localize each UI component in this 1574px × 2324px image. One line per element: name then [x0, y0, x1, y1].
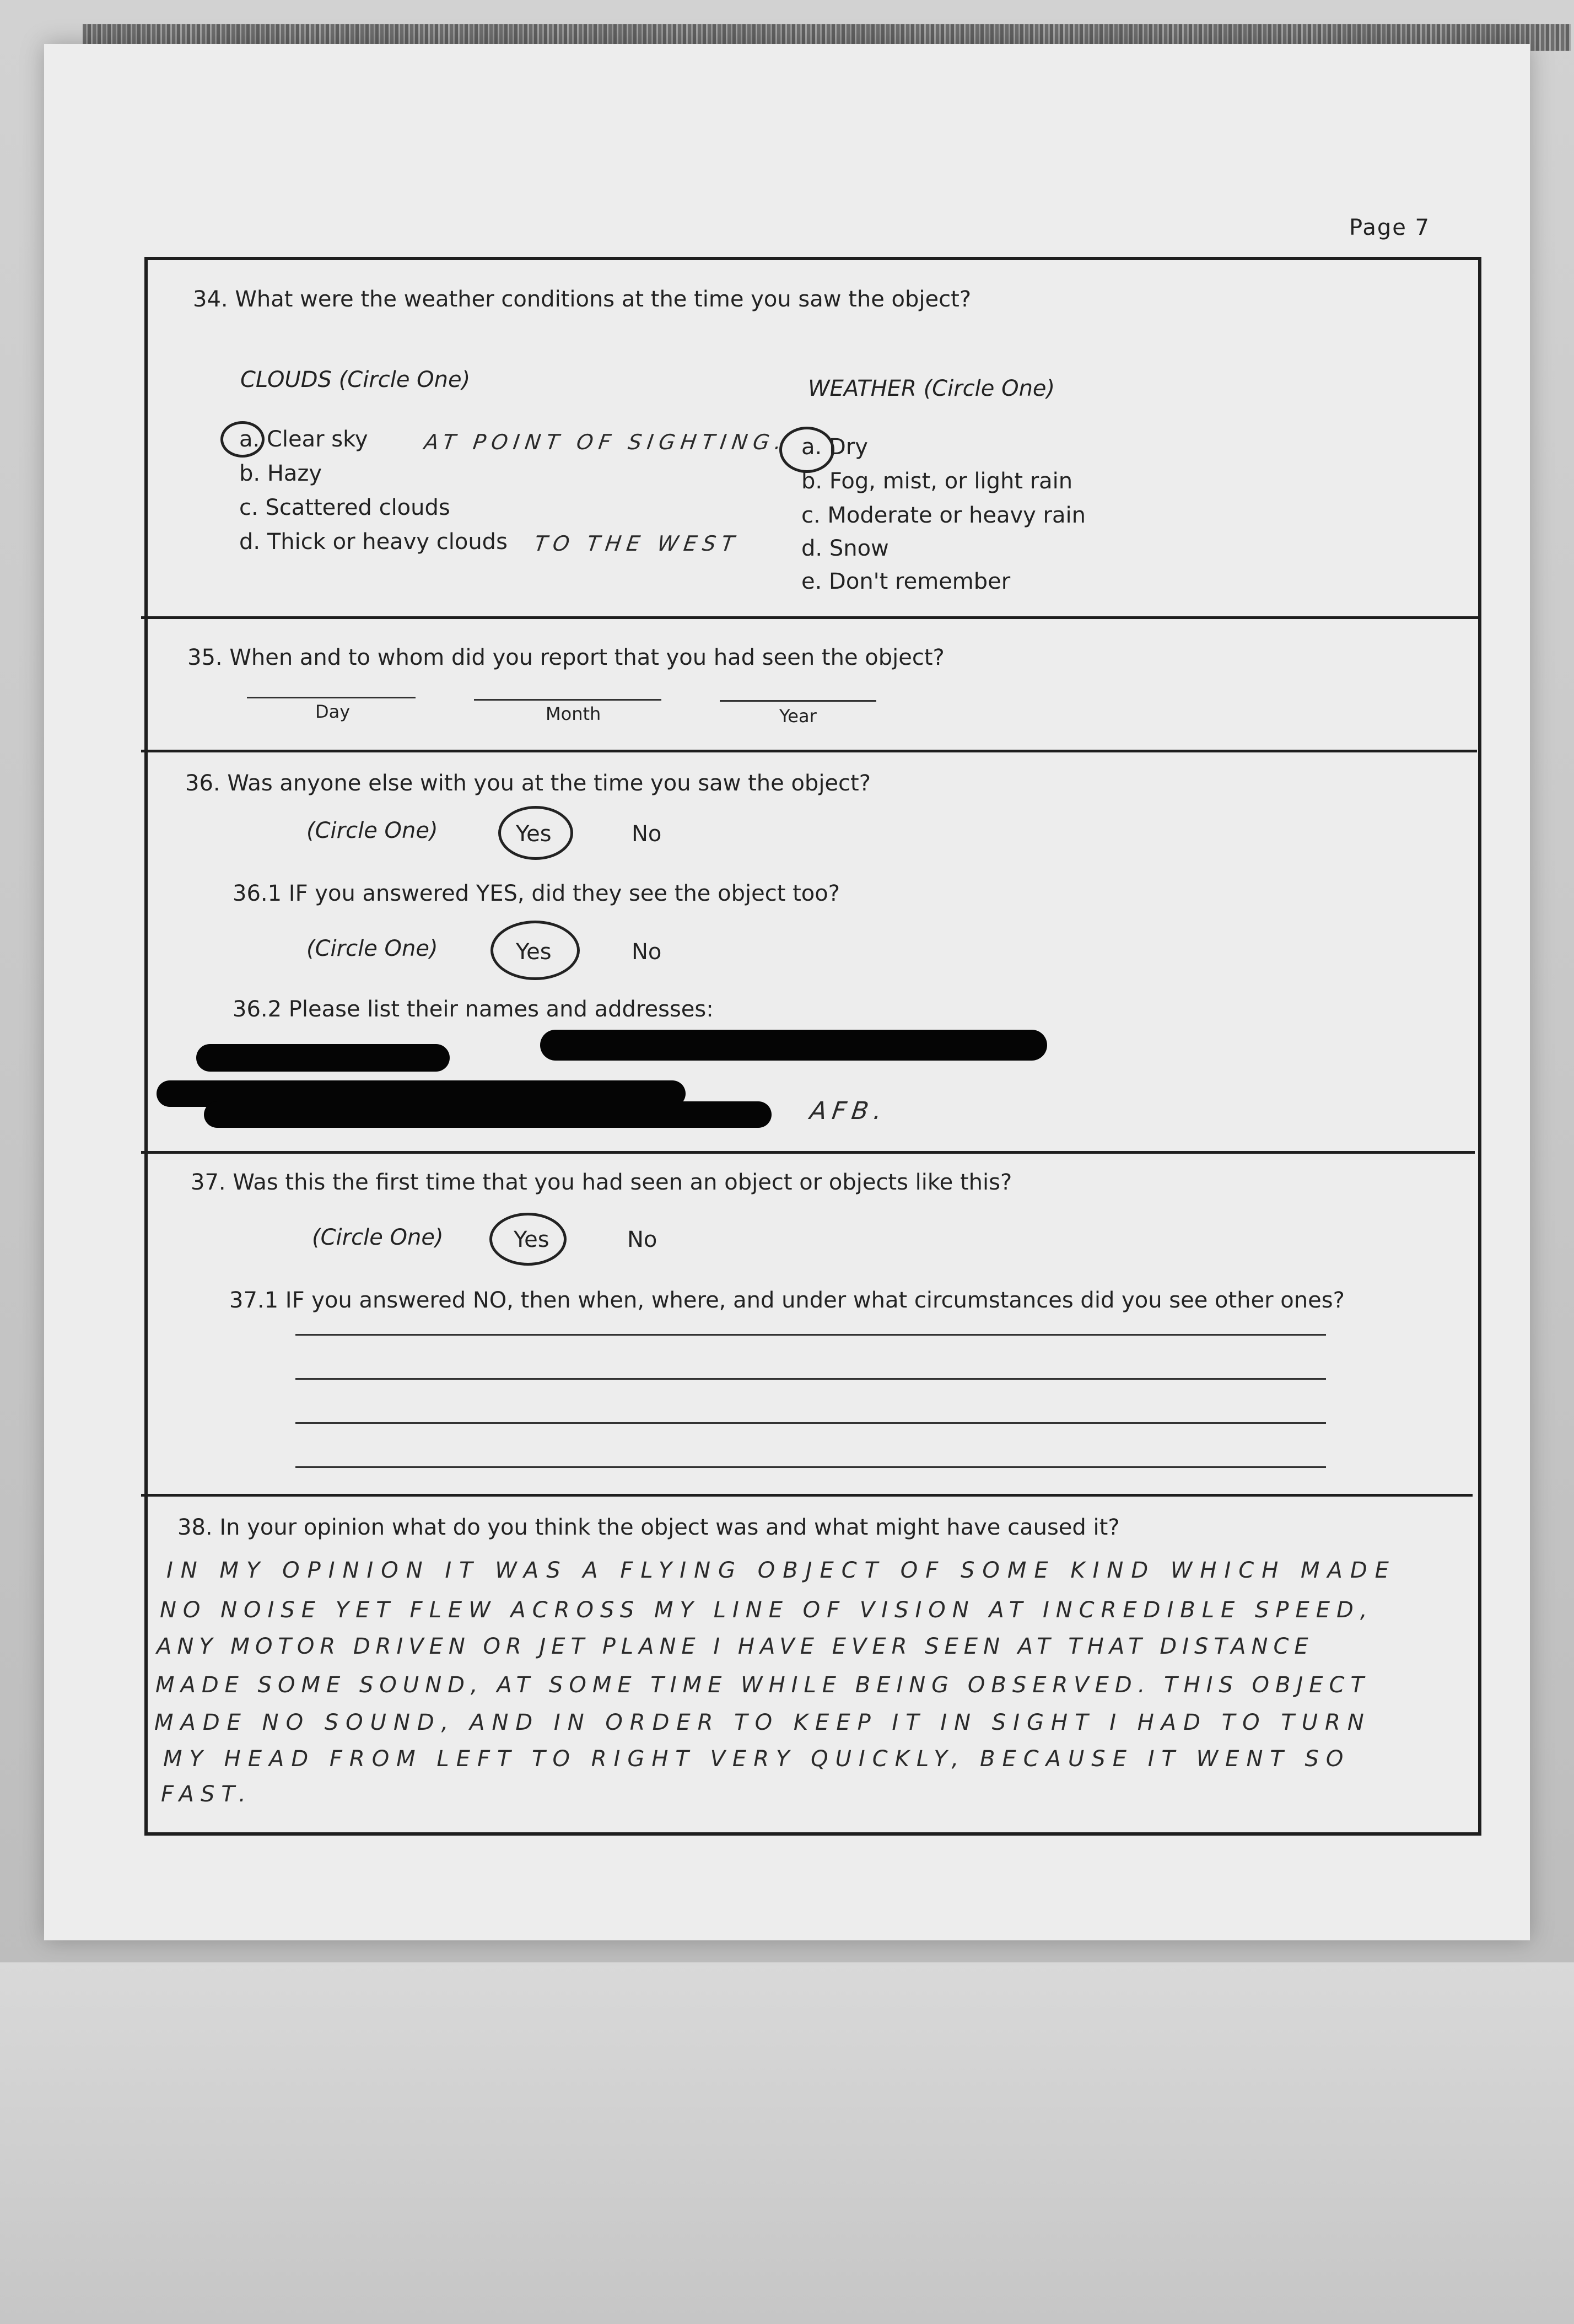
- no-36-1: No: [632, 939, 662, 965]
- clouds-heading: CLOUDS (Circle One): [240, 367, 471, 392]
- clouds-option-thick: d. Thick or heavy clouds: [239, 529, 508, 555]
- answer-38-line-1: IN MY OPINION IT WAS A FLYING OBJECT OF SOME KIND WHICH MADE: [166, 1558, 1397, 1583]
- weather-option-snow: d. Snow: [801, 536, 889, 561]
- weather-option-dry: a. Dry: [801, 434, 868, 460]
- page-number: Page 7: [1349, 215, 1430, 240]
- question-38: 38. In your opinion what do you think the object was and what might have caused it?: [177, 1515, 1120, 1540]
- answer-line-37-1-b: [295, 1378, 1326, 1380]
- answer-circle-yes-37: [489, 1213, 567, 1266]
- weather-option-dont-remember: e. Don't remember: [801, 569, 1011, 594]
- answer-line-37-1-c: [295, 1422, 1326, 1424]
- answer-circle-clear-sky: [220, 421, 265, 458]
- no-37: No: [627, 1227, 657, 1252]
- weather-option-moderate-rain: c. Moderate or heavy rain: [801, 503, 1086, 528]
- yes-36-1: Yes: [516, 939, 552, 965]
- answer-line-37-1-d: [295, 1466, 1326, 1468]
- label-month: Month: [546, 703, 601, 724]
- answer-circle-yes-36: [498, 806, 573, 860]
- answer-38-line-7: FAST.: [161, 1782, 252, 1807]
- answer-38-line-6: MY HEAD FROM LEFT TO RIGHT VERY QUICKLY, BECAUSE IT WENT SO: [163, 1746, 1351, 1772]
- answer-38-line-2: NO NOISE YET FLEW ACROSS MY LINE OF VISION AT INCREDIBLE SPEED,: [160, 1597, 1374, 1623]
- circle-one-36: (Circle One): [306, 818, 438, 843]
- answer-line-37-1-a: [295, 1334, 1326, 1336]
- divider-36-37: [141, 1151, 1475, 1154]
- note-afb: AFB.: [808, 1097, 890, 1125]
- redaction-address-2: [204, 1101, 772, 1128]
- question-37-1: 37.1 IF you answered NO, then when, where, and under what circumstances did you see other ones?: [229, 1288, 1345, 1313]
- answer-38-line-5: MADE NO SOUND, AND IN ORDER TO KEEP IT IN SIGHT I HAD TO TURN: [154, 1710, 1371, 1735]
- redaction-name-1: [196, 1044, 450, 1072]
- question-36-1: 36.1 IF you answered YES, did they see the object too?: [233, 881, 840, 906]
- answer-circle-yes-36-1: [490, 921, 580, 980]
- divider-34-35: [141, 616, 1479, 619]
- question-37: 37. Was this the first time that you had seen an object or objects like this?: [191, 1170, 1012, 1195]
- label-day: Day: [315, 701, 351, 722]
- redaction-address-1: [540, 1030, 1047, 1061]
- clouds-option-hazy: b. Hazy: [239, 461, 322, 486]
- weather-option-fog: b. Fog, mist, or light rain: [801, 469, 1073, 494]
- no-36: No: [632, 821, 662, 847]
- report-year-line: [720, 700, 876, 702]
- answer-circle-dry: [779, 427, 834, 473]
- circle-one-36-1: (Circle One): [306, 936, 438, 961]
- question-36: 36. Was anyone else with you at the time you saw the object?: [185, 771, 871, 796]
- answer-38-line-4: MADE SOME SOUND, AT SOME TIME WHILE BEING OBSERVED. THIS OBJECT: [155, 1672, 1370, 1698]
- clouds-option-scattered: c. Scattered clouds: [239, 495, 450, 520]
- answer-38-line-3: ANY MOTOR DRIVEN OR JET PLANE I HAVE EVER SEEN AT THAT DISTANCE: [157, 1634, 1314, 1659]
- question-34: 34. What were the weather conditions at the time you saw the object?: [193, 287, 972, 312]
- yes-37: Yes: [514, 1227, 549, 1252]
- clouds-option-clear-sky: a. Clear sky: [239, 427, 368, 452]
- circle-one-37: (Circle One): [312, 1225, 444, 1250]
- yes-36: Yes: [516, 821, 552, 847]
- note-point-of-sighting: AT POINT OF SIGHTING.: [422, 430, 789, 454]
- lower-film-area: [0, 1962, 1574, 2324]
- divider-37-38: [141, 1494, 1473, 1497]
- label-year: Year: [779, 706, 817, 727]
- weather-heading: WEATHER (Circle One): [808, 376, 1055, 401]
- divider-35-36: [141, 750, 1477, 752]
- report-day-line: [247, 697, 416, 698]
- report-month-line: [474, 699, 661, 701]
- question-36-2: 36.2 Please list their names and addresses:: [233, 997, 714, 1022]
- note-to-the-west: TO THE WEST: [532, 531, 742, 556]
- question-35: 35. When and to whom did you report that you had seen the object?: [187, 645, 945, 670]
